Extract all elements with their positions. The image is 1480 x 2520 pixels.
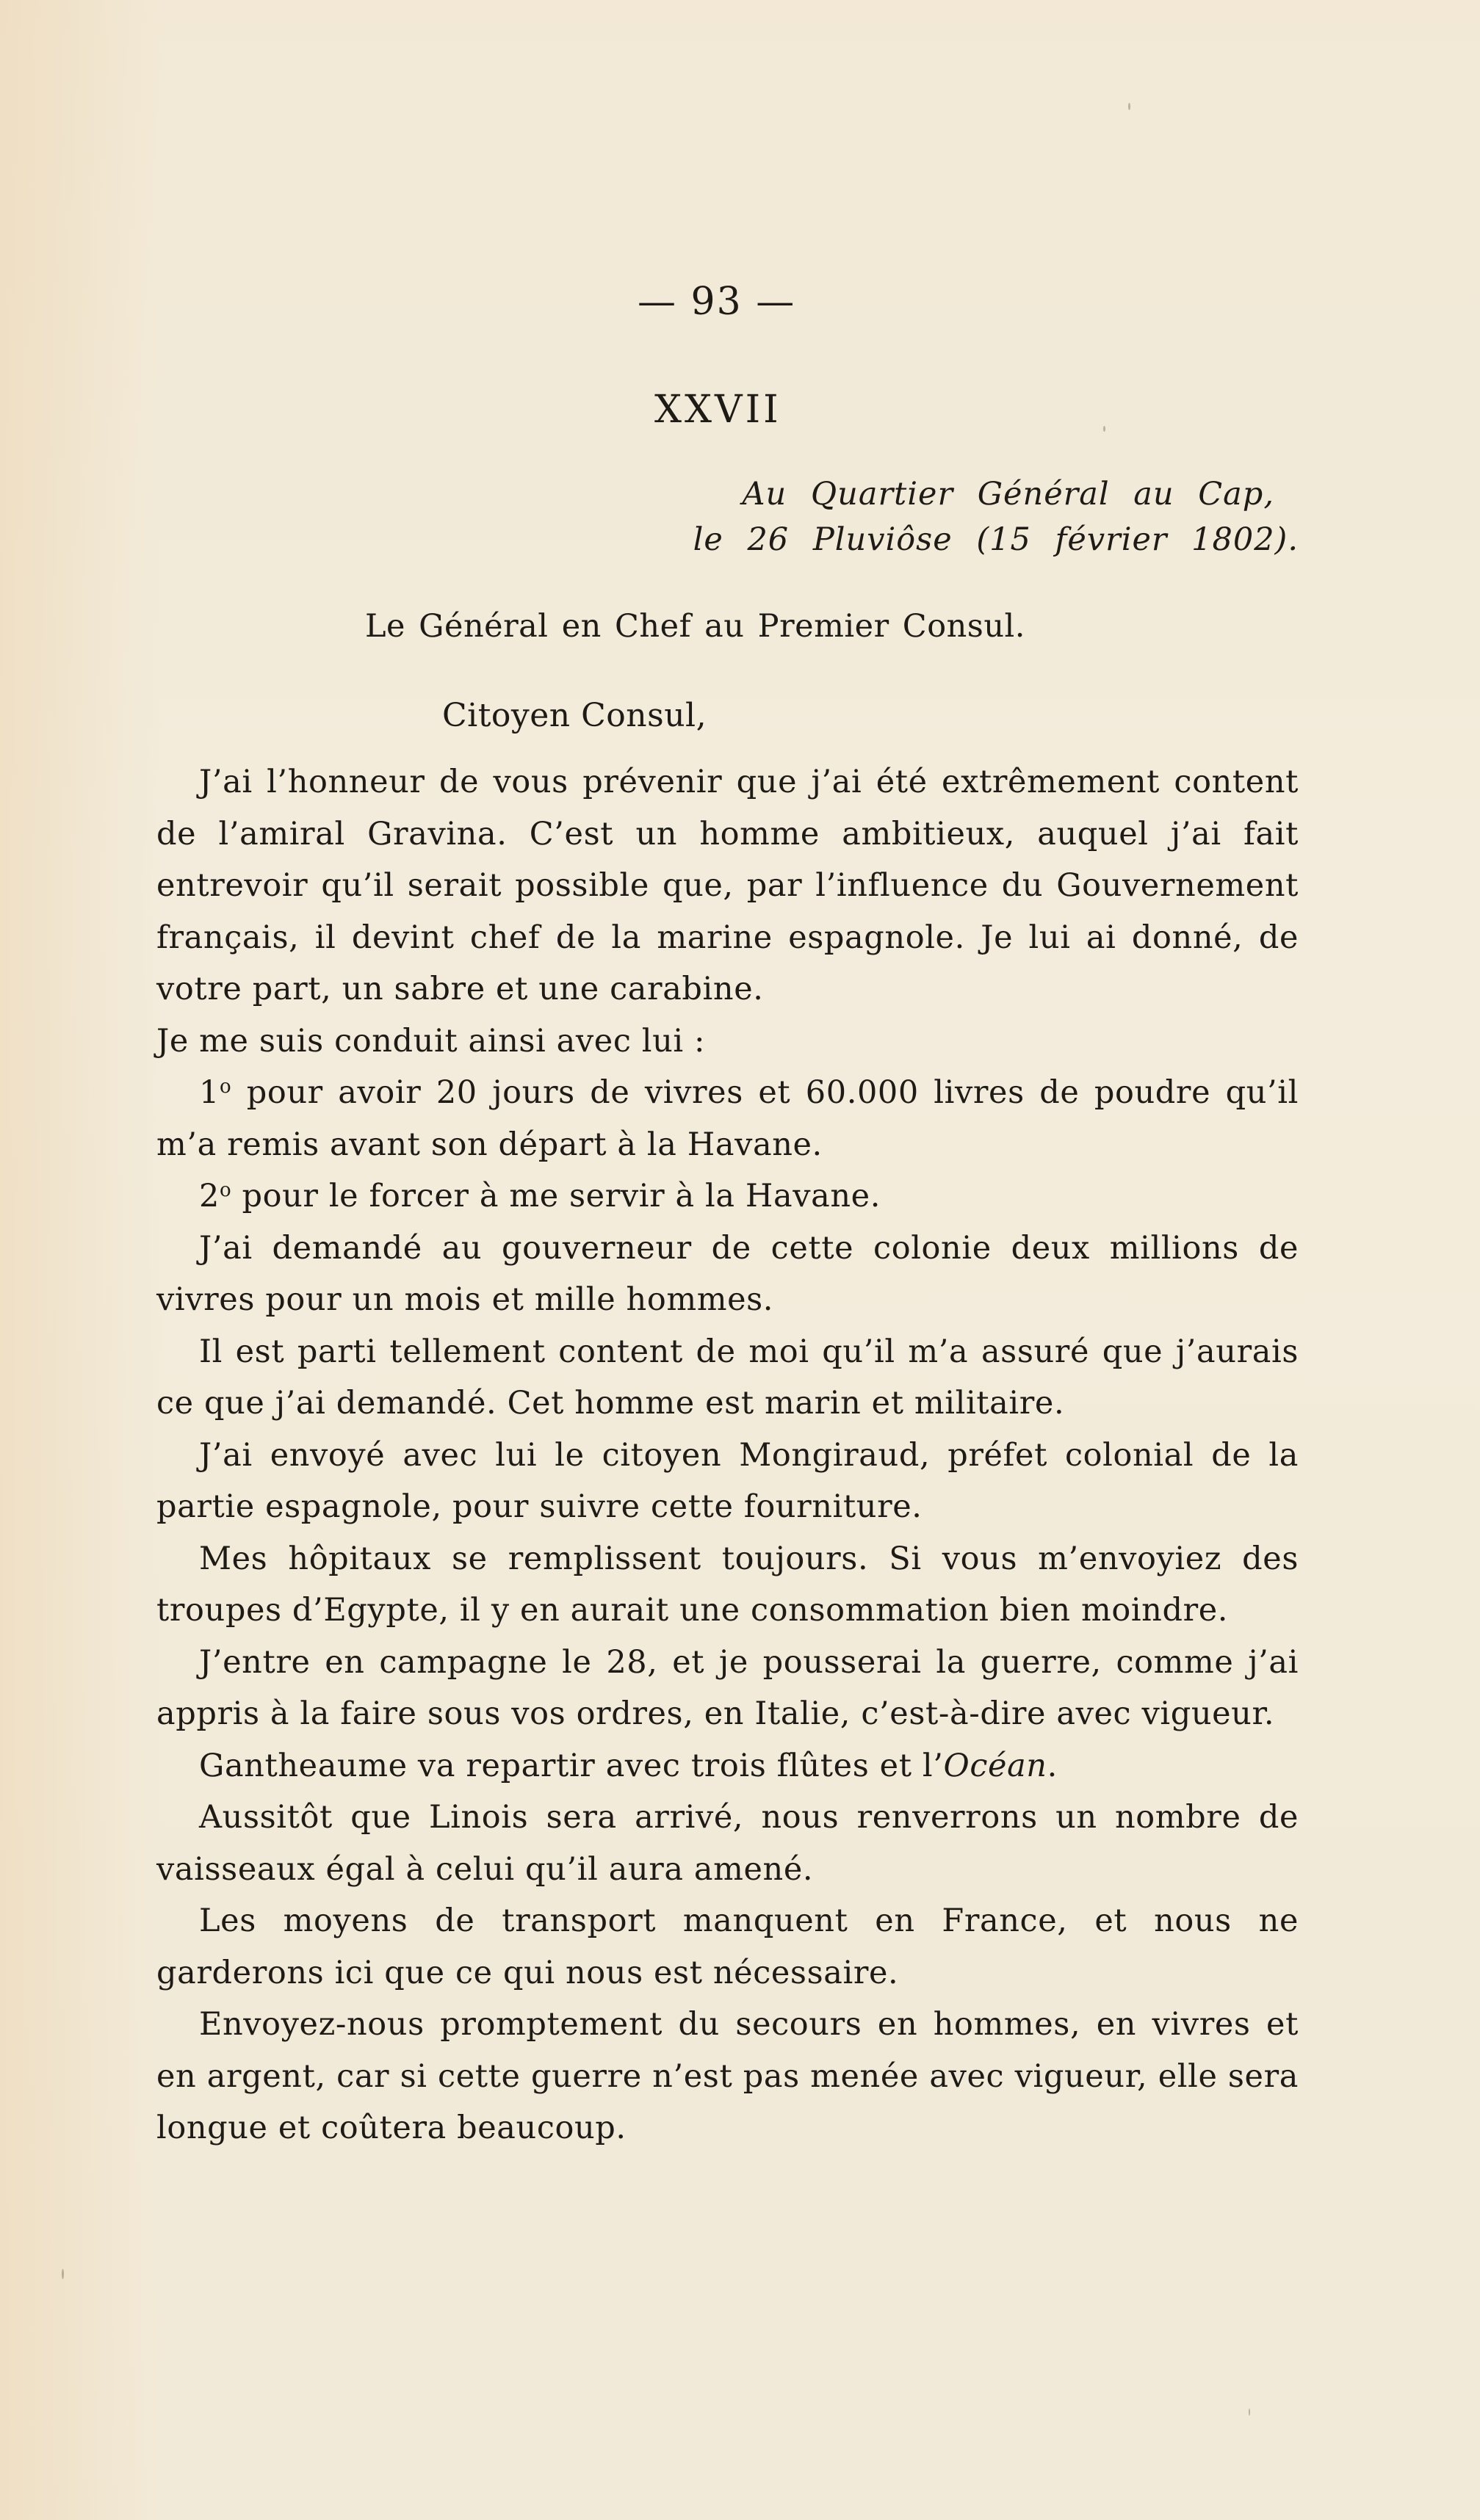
paper-speck xyxy=(1249,2408,1250,2416)
addressee-line: Le Général en Chef au Premier Consul. xyxy=(365,608,1025,645)
paragraph-1: J’ai l’honneur de vous prévenir que j’ai été extrêmement content de l’amiral Gravina. C’est un homme ambitieux, auquel j’ai fait entrevoir qu’il serait possible que, par l’influence du Gouvernement français, il devint chef de la marine espagnole. Je lui ai donné, de votre part, un sabre et une carabine. xyxy=(156,764,1299,1007)
paragraph-10-text: Gantheaume va repartir avec trois flûtes et l’ xyxy=(199,1747,944,1784)
paragraph-13: Envoyez-nous promptement du secours en hommes, en vivres et en argent, car si cette guerre n’est pas menée avec vigueur, elle sera longue et coûtera beaucoup. xyxy=(156,2006,1299,2146)
salutation: Citoyen Consul, xyxy=(442,697,707,734)
paragraph-10-end: . xyxy=(1047,1747,1058,1784)
paragraph-12: Les moyens de transport manquent en France, et nous ne garderons ici que ce qui nous est nécessaire. xyxy=(156,1902,1299,1991)
item-number-1: 1 xyxy=(199,1074,220,1111)
paragraph-5: J’ai demandé au gouverneur de cette colonie deux millions de vivres pour un mois et mille hommes. xyxy=(156,1229,1299,1318)
paragraph-4-text: pour le forcer à me servir à la Havane. xyxy=(231,1178,881,1214)
paragraph-11: Aussitôt que Linois sera arrivé, nous renverrons un nombre de vaisseaux égal à celui qu’il aura amené. xyxy=(156,1799,1299,1888)
item-number-2: 2 xyxy=(199,1178,220,1214)
letter-number-heading: XXVII xyxy=(654,388,781,432)
ship-name: Océan xyxy=(943,1747,1047,1784)
paragraph-8: Mes hôpitaux se remplissent toujours. Si vous m’envoyiez des troupes d’Egypte, il y en aurait une consommation bien moindre. xyxy=(156,1540,1299,1629)
paragraph-3 xyxy=(156,1067,1299,1170)
paper-speck xyxy=(1103,426,1105,432)
paragraph-2: Je me suis conduit ainsi avec lui : xyxy=(156,1022,706,1060)
paragraph-3-text: pour avoir 20 jours de vivres et 60.000 livres de poudre qu’il m’a remis avant son départ à la Havane. xyxy=(156,1074,1299,1163)
paper-speck xyxy=(62,2269,64,2279)
paragraph-6: Il est parti tellement content de moi qu’il m’a assuré que j’aurais ce que j’ai demandé. Cet homme est marin et militaire. xyxy=(156,1333,1299,1422)
date-line: le 26 Pluviôse (15 février 1802). xyxy=(693,521,1299,558)
paragraph-10 xyxy=(156,1740,1299,1792)
page-number: — 93 — xyxy=(638,280,796,324)
paper-speck xyxy=(1128,103,1130,110)
place-line: Au Quartier Général au Cap, xyxy=(742,476,1274,513)
paragraph-9: J’entre en campagne le 28, et je pousserai la guerre, comme j’ai appris à la faire sous vos ordres, en Italie, c’est-à-dire avec vigueur. xyxy=(156,1643,1299,1732)
place-date-block xyxy=(682,471,1299,562)
paragraph-4 xyxy=(156,1170,1299,1223)
letter-body xyxy=(156,756,1299,2154)
ordinal-sup-1: o xyxy=(219,1076,232,1098)
ordinal-sup-2: o xyxy=(219,1179,232,1201)
paragraph-7: J’ai envoyé avec lui le citoyen Mongiraud, préfet colonial de la partie espagnole, pour suivre cette fourniture. xyxy=(156,1436,1299,1525)
